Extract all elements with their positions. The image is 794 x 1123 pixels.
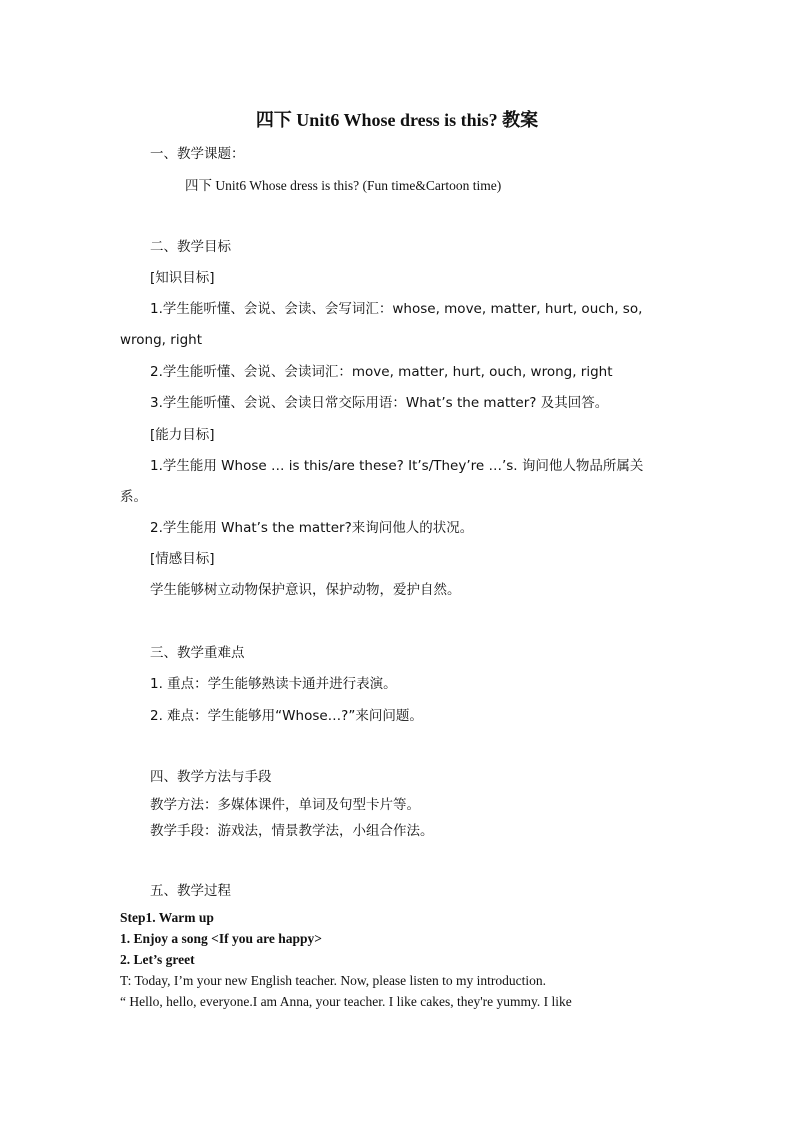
section-1-heading: 一、教学课题： bbox=[150, 146, 245, 162]
step-1-heading: Step1. Warm up bbox=[120, 910, 214, 925]
knowledge-goal-3: 3.学生能听懂、会说、会读日常交际用语：What’s the matter? 及其回答。 bbox=[150, 395, 609, 411]
ability-goal-1-cont: 系。 bbox=[120, 489, 147, 505]
section-5-heading: 五、教学过程 bbox=[150, 883, 231, 899]
knowledge-goal-1-cont: wrong, right bbox=[120, 332, 202, 348]
ability-goal-2: 2.学生能用 What’s the matter?来询问他人的状况。 bbox=[150, 520, 474, 536]
teaching-method: 教学方法：多媒体课件，单词及句型卡片等。 bbox=[150, 797, 420, 813]
emotion-goals-label: [情感目标] bbox=[150, 551, 215, 567]
teacher-line-2: “ Hello, hello, everyone.I am Anna, your teacher. I like cakes, they're yummy. I like bbox=[120, 994, 572, 1009]
step-1-item-2: 2. Let’s greet bbox=[120, 952, 195, 967]
section-2-heading: 二、教学目标 bbox=[150, 239, 231, 255]
ability-goal-1: 1.学生能用 Whose … is this/are these? It’s/They’re …’s. 询问他人物品所属关 bbox=[150, 458, 644, 474]
step-1-item-1: 1. Enjoy a song <If you are happy> bbox=[120, 931, 322, 946]
knowledge-goals-label: [知识目标] bbox=[150, 270, 215, 286]
emotion-goal-1: 学生能够树立动物保护意识，保护动物，爱护自然。 bbox=[150, 582, 461, 598]
knowledge-goal-1: 1.学生能听懂、会说、会读、会写词汇：whose, move, matter, hurt, ouch, so, bbox=[150, 301, 643, 317]
knowledge-goal-2: 2.学生能听懂、会说、会读词汇：move, matter, hurt, ouch, wrong, right bbox=[150, 364, 613, 380]
section-3-heading: 三、教学重难点 bbox=[150, 645, 245, 661]
lesson-topic: 四下 Unit6 Whose dress is this? (Fun time&Cartoon time) bbox=[185, 178, 502, 193]
teacher-line-1: T: Today, I’m your new English teacher. Now, please listen to my introduction. bbox=[120, 973, 547, 988]
difficult-point: 2. 难点：学生能够用“Whose…?”来问问题。 bbox=[150, 708, 423, 724]
page-title: 四下 Unit6 Whose dress is this? 教案 bbox=[255, 110, 539, 130]
section-4-heading: 四、教学方法与手段 bbox=[150, 769, 272, 785]
key-point: 1. 重点：学生能够熟读卡通并进行表演。 bbox=[150, 676, 397, 692]
ability-goals-label: [能力目标] bbox=[150, 427, 215, 443]
teaching-means: 教学手段：游戏法，情景教学法，小组合作法。 bbox=[150, 823, 434, 839]
